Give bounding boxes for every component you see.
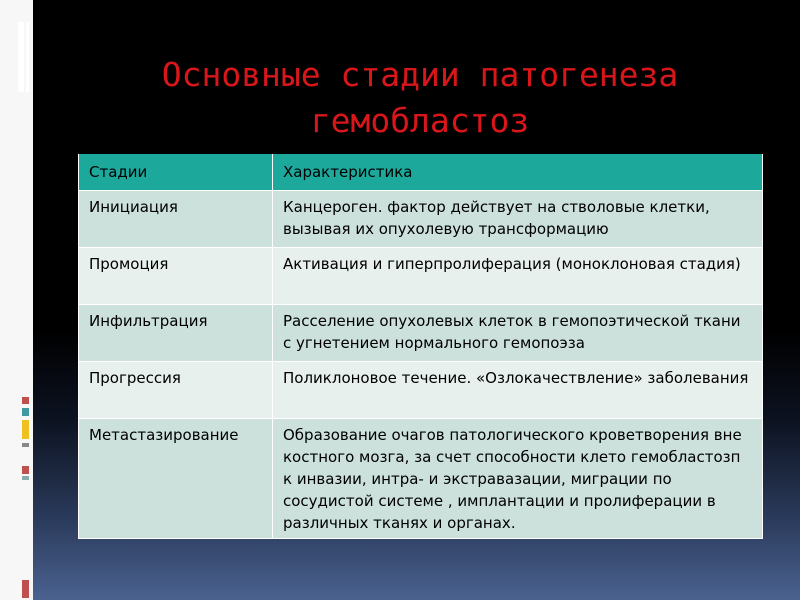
decorative-accent-red [22, 580, 29, 598]
characteristic-cell: Канцероген. фактор действует на стволовые клетки, вызывая их опухолевую трансформацию [273, 191, 763, 248]
table-row [79, 248, 763, 305]
slide-title: Основные стадии патогенеза гемобластоз [161, 55, 679, 140]
stage-cell: Инициация [79, 191, 273, 248]
stage-cell: Прогрессия [79, 362, 273, 419]
decorative-accent-red [22, 466, 29, 474]
stage-cell: Промоция [79, 248, 273, 305]
table-row [79, 362, 763, 419]
table-header-row [79, 154, 763, 191]
decorative-accent-yellow [22, 420, 29, 439]
column-header-stage: Стадии [79, 154, 273, 191]
column-header-characteristic: Характеристика [273, 154, 763, 191]
decorative-bar [26, 22, 29, 92]
characteristic-cell: Активация и гиперпролиферация (моноклоновая стадия) [273, 248, 763, 305]
decorative-accent-red [22, 397, 29, 404]
stage-cell: Инфильтрация [79, 305, 273, 362]
table-row [79, 419, 763, 539]
decorative-bar [18, 22, 24, 92]
characteristic-cell: Образование очагов патологического кроветворения вне костного мозга, за счет способности клето гемобластозп к инвазии, интра- и экстравазации, миграции по сосудистой системе , имплантации и пролиферации в различных тканях и органах. [273, 419, 763, 539]
characteristic-cell: Поликлоновое течение. «Озлокачествление» заболевания [273, 362, 763, 419]
stages-table [78, 154, 763, 539]
table-row [79, 191, 763, 248]
stage-cell: Метастазирование [79, 419, 273, 539]
table-row [79, 305, 763, 362]
decorative-accent-teal [22, 408, 29, 416]
decorative-accent-grey [22, 443, 29, 447]
characteristic-cell: Расселение опухолевых клеток в гемопоэтической ткани с угнетением нормального гемопоэза [273, 305, 763, 362]
decorative-accent-grey [22, 476, 29, 480]
